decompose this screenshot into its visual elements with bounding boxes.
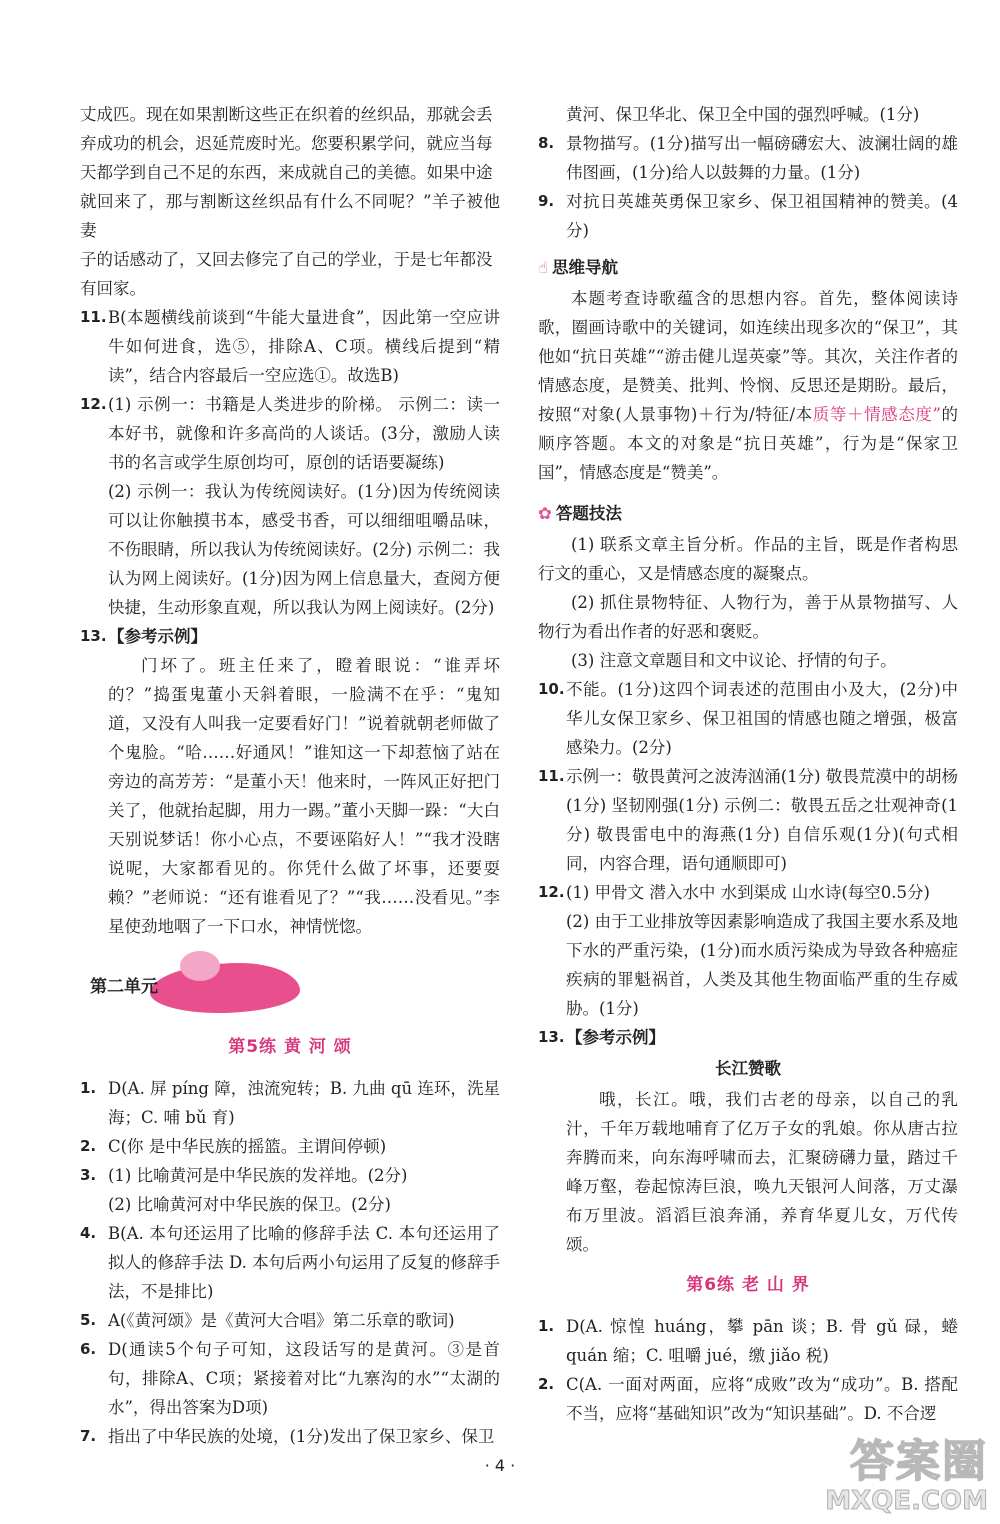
question-number: 1. <box>538 1317 555 1335</box>
answer-8 <box>538 129 958 187</box>
answer-text: 示例一：敬畏黄河之波涛汹涌(1分) 敬畏荒漠中的胡杨(1分) 坚韧刚强(1分) 示例二：敬畏五岳之壮观神奇(1分) 敬畏雷电中的海燕(1分) 自信乐观(1分)(句式相同，内容合理，语句通顺即可) <box>566 767 958 873</box>
reference-label: 【参考示例】 <box>108 627 207 646</box>
question-number: 2. <box>80 1137 97 1155</box>
guide-text-part: 本题考查诗歌蕴含的思想内容。首先，整体阅读诗歌，圈画诗歌中的关键词，如连续出现多次的“保卫”，其他如“抗日英雄”“游击健儿逞英豪”等。其次，关注作者的情感态度，是赞美、批判、怜悯、反思还是期盼。最后，按照“对象(人景事物)＋行为/特征/本 <box>538 289 958 424</box>
intro-line: 天都学到自己不足的东西，来成就自己的美德。如果中途 <box>80 163 493 182</box>
hand-pointer-icon: ☝ <box>538 258 549 277</box>
answer-text: C(A. 一面对两面，应将“成败”改为“成功”。B. 搭配不当，应将“基础知识”改为“知识基础”。D. 不合逻 <box>566 1375 958 1423</box>
answer-5 <box>80 1306 500 1335</box>
page-number: · 4 · <box>484 1456 516 1475</box>
poem-title: 长江赞歌 <box>715 1059 781 1078</box>
answer-2 <box>80 1132 500 1161</box>
poem-text: 哦，长江。哦，我们古老的母亲，以自己的乳汁，千年万载地哺育了亿万子女的乳娘。你从唐古拉奔腾而来，向东海呼啸而去，汇聚磅礴力量，踏过千峰万壑，卷起惊涛巨浪，唤九天银河人间落，万丈瀑布万里波。滔滔巨浪奔涌，养育华夏儿女，万代传颂。 <box>566 1090 958 1254</box>
answer-3 <box>80 1161 500 1190</box>
answer-text: A(《黄河颂》是《黄河大合唱》第二乐章的歌词) <box>108 1311 455 1330</box>
answer-text: (1) 甲骨文 潜入水中 水到渠成 山水诗(每空0.5分) <box>566 883 930 902</box>
answer-13 <box>538 1023 958 1052</box>
lesson-title: 第6练 老 山 界 <box>686 1275 810 1295</box>
question-number: 6. <box>80 1340 97 1358</box>
answer-4 <box>80 1219 500 1306</box>
answer-text: (2) 比喻黄河对中华民族的保卫。(2分) <box>108 1195 391 1214</box>
answer-text: (2) 由于工业排放等因素影响造成了我国主要水系及地下水的严重污染，(1分)而水质污染成为导致各种癌症疾病的罪魁祸首，人类及其他生物面临严重的生存威胁。(1分) <box>566 912 958 1018</box>
answer-text: B(A. 本句还运用了比喻的修辞手法 C. 本句还运用了拟人的修辞手法 D. 本句后两小句运用了反复的修辞手法，不是排比) <box>108 1224 500 1301</box>
intro-line: 就回来了，那与割断这丝织品有什么不同呢？”羊子被他妻 <box>80 192 500 240</box>
answer-10 <box>538 675 958 762</box>
unit-decoration <box>180 951 220 981</box>
method-item: (3) 注意文章题目和文中议论、抒情的句子。 <box>571 651 897 670</box>
answer-2 <box>538 1370 958 1428</box>
method-item: (1) 联系文章主旨分析。作品的主旨，既是作者构思行文的重心，又是情感态度的凝聚点。 <box>538 535 958 583</box>
question-number: 11. <box>80 308 107 326</box>
question-number: 2. <box>538 1375 555 1393</box>
unit-banner <box>80 951 500 1021</box>
unit-label: 第二单元 <box>90 977 158 997</box>
answer-text: B(本题横线前谈到“牛能大量进食”，因此第一空应讲牛如何进食，选⑤，排除A、C项。横线后提到“精读”，结合内容最后一空应选①。故选B) <box>108 308 500 385</box>
intro-line: 弃成功的机会，迟延荒废时光。您要积累学问，就应当每 <box>80 134 493 153</box>
question-number: 3. <box>80 1166 97 1184</box>
answer-text: 对抗日英雄英勇保卫家乡、保卫祖国精神的赞美。(4分) <box>566 192 958 240</box>
answer-1 <box>538 1312 958 1370</box>
answer-7-continued <box>538 100 958 129</box>
answer-text: (1) 示例一：书籍是人类进步的阶梯。 示例二：读一本好书，就像和许多高尚的人谈话。(3分，激励人读书的名言或学生原创均可，原创的话语要凝练) <box>108 395 500 472</box>
guide-text <box>538 284 958 487</box>
intro-line: 子的话感动了，又回去修完了自己的学业，于是七年都没 <box>80 250 493 269</box>
answer-11 <box>538 762 958 878</box>
question-number: 5. <box>80 1311 97 1329</box>
answer-3-part2 <box>80 1190 500 1219</box>
question-number: 7. <box>80 1427 97 1445</box>
answer-text: (2) 示例一：我认为传统阅读好。(1分)因为传统阅读可以让你触摸书本，感受书香，可以细细咀嚼品味，不伤眼睛，所以我认为传统阅读好。(2分) 示例二：我认为网上阅读好。(1分)因为网上信息量大，查阅方便快捷，生动形象直观，所以我认为网上阅读好。(2分) <box>108 482 500 617</box>
reference-label: 【参考示例】 <box>566 1028 665 1047</box>
answer-6 <box>80 1335 500 1422</box>
answer-12 <box>538 878 958 907</box>
guide-heading <box>538 253 958 282</box>
answer-text: D(通读5个句子可知，这段话写的是黄河。③是首句，排除A、C项；紧接着对比“九寨沟的水”“太湖的水”，得出答案为D项) <box>108 1340 500 1417</box>
question-number: 10. <box>538 680 565 698</box>
guide-title: 思维导航 <box>552 258 619 277</box>
question-number: 1. <box>80 1079 97 1097</box>
answer-1 <box>80 1074 500 1132</box>
left-column <box>80 100 500 1451</box>
answer-text: 指出了中华民族的处境，(1分)发出了保卫家乡、保卫 <box>108 1427 495 1446</box>
answer-text: (1) 比喻黄河是中华民族的发祥地。(2分) <box>108 1166 408 1185</box>
guide-text-part: 的顺序答题。本文的对象是“抗日英雄”，行为是“保家卫国”，情感态度是“赞美”。 <box>538 405 959 482</box>
watermark-logo: 答案圈 <box>850 1436 988 1487</box>
question-number: 13. <box>80 627 107 645</box>
answer-text: 黄河、保卫华北、保卫全中国的强烈呼喊。(1分) <box>566 105 920 124</box>
answer-12 <box>80 390 500 622</box>
question-number: 4. <box>80 1224 97 1242</box>
answer-text: D(A. 惊惶 huáng，攀 pān 谈；B. 骨 gǔ 碌，蜷 quán 缩；C. 咀嚼 jué，缴 jiǎo 税) <box>566 1317 958 1365</box>
question-number: 8. <box>538 134 555 152</box>
question-number: 12. <box>538 883 565 901</box>
question-number: 13. <box>538 1028 565 1046</box>
question-number: 9. <box>538 192 555 210</box>
lesson-title: 第5练 黄 河 颂 <box>228 1037 352 1057</box>
right-column <box>538 100 958 1428</box>
question-number: 11. <box>538 767 565 785</box>
flower-icon: ✿ <box>538 504 552 523</box>
method-item: (2) 抓住景物特征、人物行为，善于从景物描写、人物行为看出作者的好恶和褒贬。 <box>538 593 958 641</box>
answer-text: 景物描写。(1分)描写出一幅磅礴宏大、波澜壮阔的雄伟图画，(1分)给人以鼓舞的力量。(1分) <box>566 134 958 182</box>
answer-9 <box>538 187 958 245</box>
method-heading <box>538 499 958 528</box>
answer-13 <box>80 622 500 651</box>
answer-11 <box>80 303 500 390</box>
answer-text: D(A. 屏 píng 障，浊流宛转；B. 九曲 qū 连环，洗星海；C. 哺 bǔ 育) <box>108 1079 500 1127</box>
answer-text: C(你 是中华民族的摇篮。主谓间停顿) <box>108 1137 387 1156</box>
reference-story: 门坏了。班主任来了，瞪着眼说：“谁弄坏的？”捣蛋鬼董小天斜着眼，一脸满不在乎：“鬼知道，又没有人叫我一定要看好门！”说着就朝老师做了个鬼脸。“哈……好通风！”谁知这一下却惹恼了站在旁边的高芳芳：“是董小天！他来时，一阵风正好把门关了，他就抬起脚，用力一踢。”董小天脚一跺：“大白天别说梦话！你小心点，不要诬陷好人！”“我才没瞎说呢，大家都看见的。你凭什么做了坏事，还要耍赖？”老师说：“还有谁看见了？”“我……没看见。”李星使劲地咽了一下口水，神情恍惚。 <box>108 656 500 936</box>
answer-7 <box>80 1422 500 1451</box>
method-title: 答题技法 <box>555 504 622 523</box>
answer-text: 不能。(1分)这四个词表述的范围由小及大，(2分)中华儿女保卫家乡、保卫祖国的情感也随之增强，极富感染力。(2分) <box>566 680 958 757</box>
watermark <box>825 1438 988 1516</box>
question-number: 12. <box>80 395 107 413</box>
unit-decoration <box>150 963 300 1013</box>
guide-text-highlight: 质等＋情感态度” <box>812 405 941 424</box>
watermark-url: MXQE.COM <box>825 1486 988 1516</box>
answer-12-part2 <box>538 907 958 1023</box>
intro-line: 有回家。 <box>80 279 146 298</box>
intro-line: 丈成匹。现在如果割断这些正在织着的丝织品，那就会丢 <box>80 105 493 124</box>
